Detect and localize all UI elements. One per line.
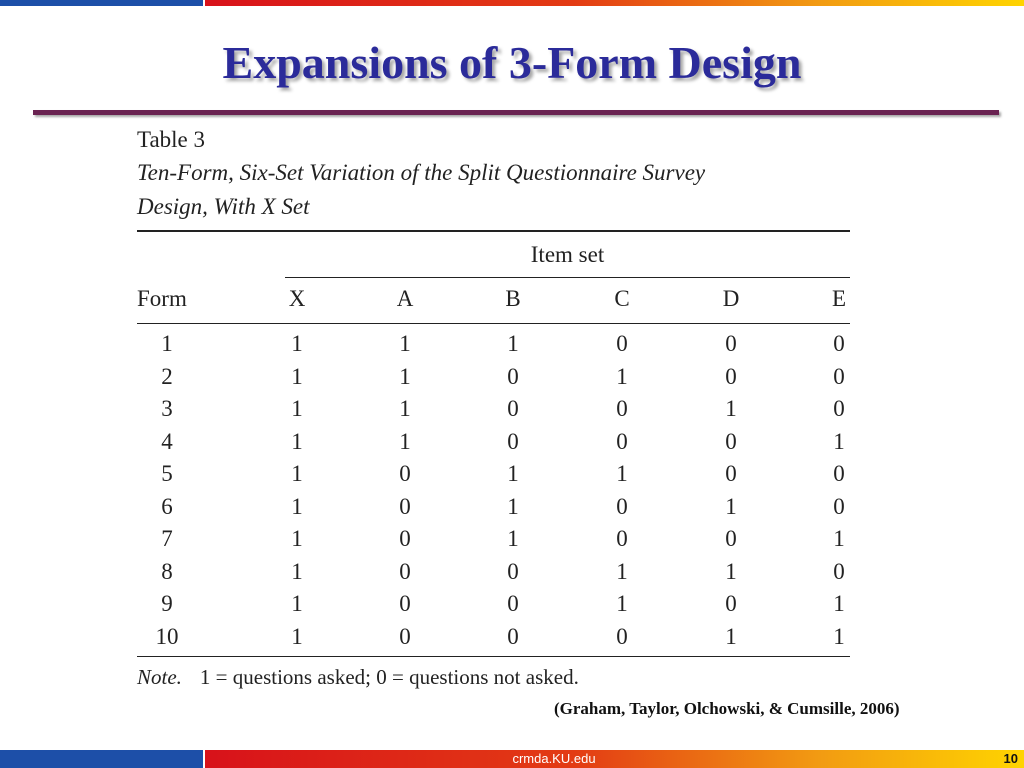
table-cell-c: 0 <box>616 526 628 551</box>
table-cell-b: 0 <box>507 591 519 616</box>
table-cell-b: 0 <box>507 428 519 454</box>
column-header-x: X <box>288 286 306 311</box>
form-column-header: Form <box>137 286 187 311</box>
table-cell-x: 1 <box>291 526 303 551</box>
table-cell-b: 0 <box>507 396 519 421</box>
table-cell-e: 1 <box>833 591 845 616</box>
table-cell-c: 0 <box>616 428 628 454</box>
table-cell-d: 0 <box>725 428 737 454</box>
table-cell-x: 1 <box>291 591 303 616</box>
table-cell-a: 1 <box>399 428 411 454</box>
column-header-a: A <box>396 286 414 311</box>
table-cell-x: 1 <box>291 493 303 519</box>
table-row-form: 3 <box>161 396 173 421</box>
table-cell-b: 1 <box>507 493 519 519</box>
table-cell-x: 1 <box>291 331 303 356</box>
table-top-rule <box>137 230 850 232</box>
table-cell-c: 0 <box>616 493 628 519</box>
table-cell-e: 0 <box>833 331 845 356</box>
top-bar-gradient-segment <box>205 0 1024 6</box>
table-cell-x: 1 <box>291 623 303 649</box>
table-cell-e: 1 <box>833 428 845 454</box>
table-cell-e: 0 <box>833 363 845 389</box>
table-row-form: 8 <box>161 558 173 584</box>
table-cell-b: 0 <box>507 558 519 584</box>
table-cell-x: 1 <box>291 363 303 389</box>
bottom-bar-blue-segment <box>0 750 203 768</box>
table-cell-c: 0 <box>616 331 628 356</box>
citation: (Graham, Taylor, Olchowski, & Cumsille, 2006) <box>554 699 900 718</box>
table-cell-b: 1 <box>507 526 519 551</box>
table-header-rule <box>137 323 850 324</box>
column-header-c: C <box>614 286 630 311</box>
column-header-e: E <box>831 286 847 311</box>
top-color-bar <box>0 0 1024 6</box>
table-cell-c: 0 <box>616 623 628 649</box>
item-set-spanner-rule <box>285 277 850 278</box>
table-row-form: 9 <box>161 591 173 616</box>
table-cell-e: 1 <box>833 526 845 551</box>
table-row-form: 1 <box>161 331 173 356</box>
table-row-form: 10 <box>155 623 179 649</box>
table-cell-x: 1 <box>291 461 303 486</box>
column-header-d: D <box>722 286 740 311</box>
table-cell-x: 1 <box>291 428 303 454</box>
table-cell-b: 0 <box>507 623 519 649</box>
table-row-form: 6 <box>161 493 173 519</box>
table-row-form: 7 <box>161 526 173 551</box>
table-cell-d: 0 <box>725 461 737 486</box>
table-cell-e: 0 <box>833 396 845 421</box>
table-cell-e: 0 <box>833 461 845 486</box>
table-caption-line-2: Design, With X Set <box>137 194 310 219</box>
table-cell-a: 0 <box>399 623 411 649</box>
table-cell-c: 1 <box>616 363 628 389</box>
table-row-form: 5 <box>161 461 173 486</box>
table-bottom-rule <box>137 656 850 657</box>
table-cell-d: 0 <box>725 526 737 551</box>
table-cell-a: 0 <box>399 493 411 519</box>
note-text: 1 = questions asked; 0 = questions not asked. <box>199 665 579 689</box>
table-cell-b: 0 <box>507 363 519 389</box>
table-row-form: 2 <box>161 363 173 389</box>
table-cell-a: 1 <box>399 331 411 356</box>
table-cell-a: 1 <box>399 363 411 389</box>
table-cell-c: 1 <box>616 461 628 486</box>
table-row-form: 4 <box>161 428 173 454</box>
table-cell-a: 1 <box>399 396 411 421</box>
table-cell-d: 1 <box>725 558 737 584</box>
table-cell-e: 0 <box>833 558 845 584</box>
column-header-b: B <box>505 286 521 311</box>
table-label: Table 3 <box>137 127 206 152</box>
table-cell-a: 0 <box>399 558 411 584</box>
table-cell-a: 0 <box>399 526 411 551</box>
table-cell-b: 1 <box>507 461 519 486</box>
footer-url: crmda.KU.edu <box>512 751 596 766</box>
table-cell-e: 0 <box>833 493 845 519</box>
table-cell-b: 1 <box>507 331 519 356</box>
table-note <box>137 662 579 692</box>
table-cell-x: 1 <box>291 558 303 584</box>
table-cell-a: 0 <box>399 461 411 486</box>
table-cell-c: 1 <box>616 558 628 584</box>
table-cell-d: 0 <box>725 363 737 389</box>
slide-number: 10 <box>1003 751 1018 766</box>
table-cell-d: 1 <box>725 623 737 649</box>
note-label: Note. <box>137 665 182 689</box>
slide-title: Expansions of 3-Form Design <box>222 37 802 88</box>
table-cell-d: 1 <box>725 493 737 519</box>
table-cell-d: 0 <box>725 331 737 356</box>
table-cell-e: 1 <box>833 623 845 649</box>
table-cell-c: 1 <box>616 591 628 616</box>
table-cell-a: 0 <box>399 591 411 616</box>
table-cell-c: 0 <box>616 396 628 421</box>
item-set-spanner-header: Item set <box>530 242 605 267</box>
table-cell-x: 1 <box>291 396 303 421</box>
top-bar-blue-segment <box>0 0 203 6</box>
table-cell-d: 1 <box>725 396 737 421</box>
table-heading <box>137 124 850 224</box>
table-caption-line-1: Ten-Form, Six-Set Variation of the Split Questionnaire Survey <box>137 160 706 185</box>
table-cell-d: 0 <box>725 591 737 616</box>
title-underline <box>33 110 999 115</box>
